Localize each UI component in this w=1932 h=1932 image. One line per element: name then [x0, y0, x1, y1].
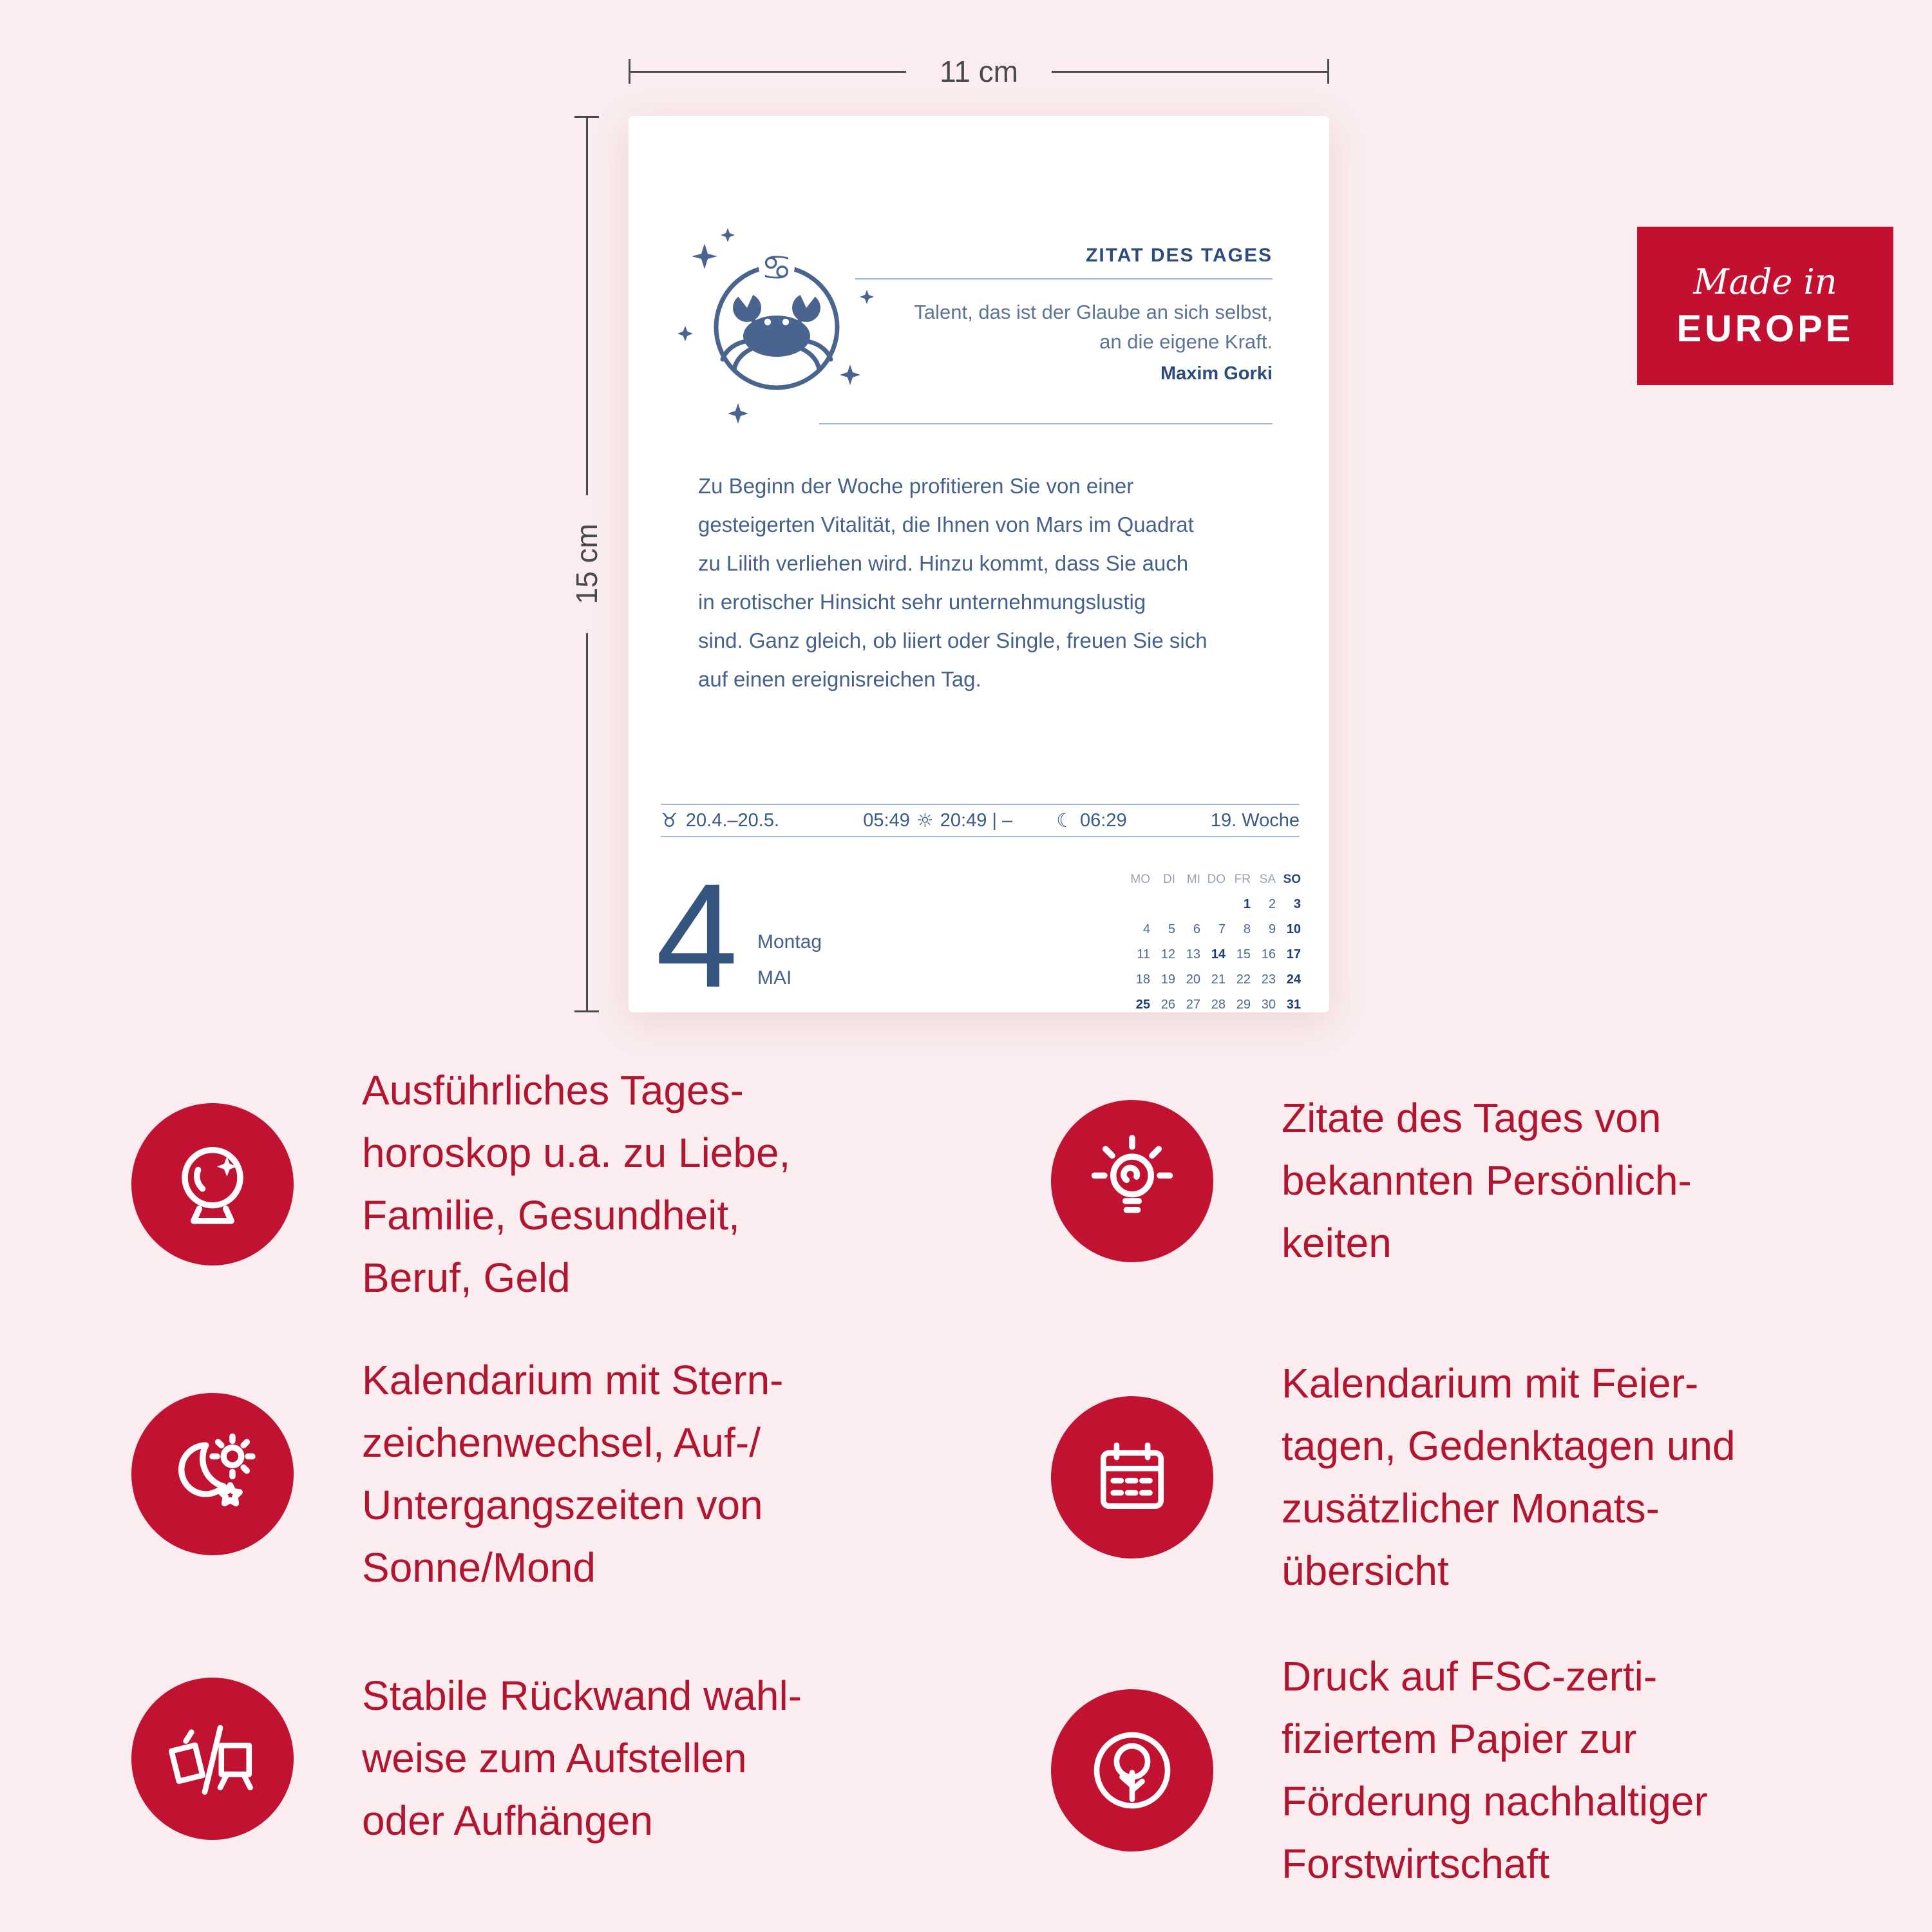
zodiac-range-label: 20.4.–20.5. [685, 810, 780, 831]
feature-text: Stabile Rückwand wahl- weise zum Aufstellen oder Aufhängen [362, 1672, 802, 1844]
height-dimension [572, 116, 601, 1012]
feature-holidays [1051, 1352, 1736, 1602]
feature-back-panel [131, 1665, 802, 1852]
weekday-label: Montag [757, 931, 822, 952]
crystal-ball-icon [131, 1103, 294, 1265]
astro-info-row [661, 804, 1300, 837]
month-label: MAI [757, 967, 792, 989]
taurus-icon: ♉ [661, 809, 678, 832]
dimension-tick [1327, 59, 1329, 84]
feature-horoscope [131, 1059, 790, 1309]
moon-time [1056, 810, 1126, 832]
horoscope-text: Zu Beginn der Woche profitieren Sie von einer gesteigerten Vitalität, die Ihnen von Mars im Quadrat zu Lilith verliehen wird. Hinzu kommt, dass Sie auch in erotischer Hinsicht sehr unternehmungslustig sind. Ganz gleich, ob liiert oder Single, freuen Sie sich auf einen ereignisreichen Tag. [698, 474, 1208, 691]
feature-fsc-paper [1051, 1645, 1708, 1895]
moon-sun-star-icon [131, 1393, 294, 1555]
quote-of-day-header: ZITAT DES TAGES [1086, 245, 1273, 266]
week-number-label: 19. Woche [1210, 810, 1300, 831]
month-overview-calendar: MO DI MI DO FR SA SO 1 2 3 4 5 6 7 8 9 10 11 12 13 14 15 16 17 18 19 20 21 22 23 24 25 26 27 28 29 30 31 [1130, 873, 1301, 1012]
day-number: 4 [656, 853, 738, 1018]
stand-or-hang-icon [131, 1678, 294, 1840]
tree-icon [1051, 1689, 1213, 1852]
dimension-tick [574, 1010, 599, 1012]
sunset-time: 20:49 | – [940, 810, 1013, 831]
zodiac-period [661, 810, 779, 832]
sun-icon: ☼ [916, 809, 934, 832]
quote-author: Maxim Gorki [1160, 363, 1273, 384]
width-dimension-label: 11 cm [940, 55, 1018, 88]
sun-times [863, 810, 1012, 832]
quote-block [914, 298, 1273, 384]
lightbulb-icon [1051, 1100, 1213, 1262]
day-meta [757, 931, 822, 989]
badge-script-line: Made in [1693, 261, 1837, 302]
badge-caps-line: EUROPE [1676, 308, 1854, 350]
feature-text: Druck auf FSC-zerti- fiziertem Papier zur Förderung nachhaltiger Forstwirtschaft [1282, 1653, 1708, 1887]
divider-line [819, 423, 1273, 424]
dimension-line [1052, 71, 1327, 73]
height-dimension-label: 15 cm [570, 524, 603, 605]
feature-quotes [1051, 1087, 1692, 1274]
feature-zodiac-times [131, 1349, 783, 1599]
feature-text: Ausführliches Tages- horoskop u.a. zu Liebe, Familie, Gesundheit, Beruf, Geld [362, 1067, 791, 1301]
cancer-zodiac-icon [674, 218, 880, 430]
feature-text: Kalendarium mit Stern- zeichenwechsel, Auf-/ Untergangszeiten von Sonne/Mond [362, 1357, 784, 1591]
dimension-line [630, 71, 906, 73]
made-in-europe-badge [1637, 227, 1893, 385]
dimension-line [586, 633, 588, 1010]
moon-icon: ☾ [1056, 809, 1074, 832]
feature-text: Kalendarium mit Feier- tagen, Gedenktagen und zusätzlicher Monats- übersicht [1282, 1360, 1736, 1594]
sunrise-time: 05:49 [863, 810, 910, 831]
quote-text: Talent, das ist der Glaube an sich selbst, an die eigene Kraft. [914, 301, 1273, 353]
moonrise-time: 06:29 [1080, 810, 1127, 831]
feature-text: Zitate des Tages von bekannten Persönlich- keiten [1282, 1095, 1692, 1266]
divider-line [855, 278, 1273, 279]
svg-text:♋: ♋ [761, 247, 793, 288]
dimension-line [586, 118, 588, 495]
calendar-page [629, 116, 1329, 1018]
width-dimension [629, 57, 1329, 86]
calendar-icon [1051, 1396, 1213, 1558]
